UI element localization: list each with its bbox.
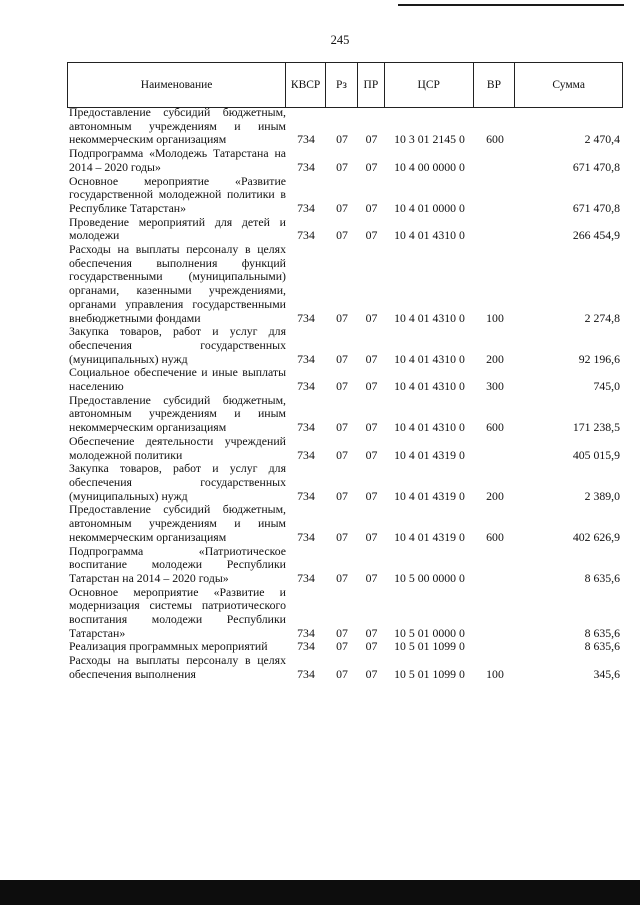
row-sum: 8 635,6 — [584, 625, 620, 640]
row-rz: 07 — [336, 488, 348, 503]
row-sum: 2 274,8 — [584, 310, 620, 325]
table-row — [67, 175, 623, 216]
row-kvsr: 734 — [297, 639, 315, 654]
row-pr: 07 — [365, 529, 378, 544]
row-pr: 07 — [365, 228, 378, 243]
row-kvsr: 734 — [297, 529, 315, 544]
row-csr: 10 4 01 4319 0 — [394, 488, 465, 503]
bottom-scan-band — [0, 880, 640, 905]
row-name: Закупка товаров, работ и услуг для обеспечения государственных (муниципальных) нужд — [69, 461, 286, 503]
row-vr: 600 — [486, 132, 504, 147]
table-row — [67, 147, 623, 174]
header-pr: ПР — [358, 63, 385, 107]
header-sum: Сумма — [552, 79, 585, 91]
row-name: Подпрограмма «Молодежь Татарстана на 2014 – 2020 годы» — [69, 146, 286, 174]
row-rz: 07 — [336, 159, 348, 174]
row-kvsr: 734 — [297, 420, 315, 435]
row-vr: 100 — [486, 310, 504, 325]
row-kvsr: 734 — [297, 447, 315, 462]
row-csr: 10 5 01 1099 0 — [394, 666, 465, 681]
row-rz: 07 — [336, 310, 348, 325]
row-kvsr: 734 — [297, 488, 315, 503]
row-rz: 07 — [336, 625, 348, 640]
row-vr: 200 — [486, 488, 504, 503]
row-name: Предоставление субсидий бюджетным, автономным учреждениям и иным некоммерческим организациям — [69, 502, 286, 544]
row-csr: 10 4 01 4319 0 — [394, 529, 465, 544]
row-pr: 07 — [365, 666, 378, 681]
row-pr: 07 — [365, 570, 378, 585]
table-row — [67, 545, 623, 586]
row-name: Расходы на выплаты персоналу в целях обеспечения выполнения функций государственными (муниципальными) органами, казенными учреждениями, органами управления государственными внебюджетными фондами — [69, 242, 286, 325]
table-row — [67, 640, 623, 654]
row-rz: 07 — [336, 570, 348, 585]
row-sum: 671 470,8 — [572, 200, 620, 215]
row-sum: 345,6 — [593, 666, 620, 681]
row-name: Предоставление субсидий бюджетным, автономным учреждениям и иным некоммерческим организациям — [69, 105, 286, 147]
row-pr: 07 — [365, 200, 378, 215]
row-kvsr: 734 — [297, 310, 315, 325]
row-sum: 671 470,8 — [572, 159, 620, 174]
row-sum: 8 635,6 — [584, 570, 620, 585]
row-csr: 10 4 01 4310 0 — [394, 379, 465, 394]
row-sum: 171 238,5 — [572, 420, 620, 435]
row-kvsr: 734 — [297, 570, 315, 585]
row-name: Реализация программных мероприятий — [69, 639, 268, 654]
row-name: Расходы на выплаты персоналу в целях обеспечения выполнения — [69, 653, 286, 681]
row-rz: 07 — [336, 200, 348, 215]
row-name: Социальное обеспечение и иные выплаты населению — [69, 365, 286, 394]
row-rz: 07 — [336, 132, 348, 147]
row-sum: 2 470,4 — [584, 132, 620, 147]
row-csr: 10 5 00 0000 0 — [394, 570, 465, 585]
table-row — [67, 654, 623, 681]
row-pr: 07 — [365, 420, 378, 435]
table-body — [67, 106, 623, 682]
row-vr: 600 — [486, 529, 504, 544]
row-name: Закупка товаров, работ и услуг для обеспечения государственных (муниципальных) нужд — [69, 324, 286, 366]
row-kvsr: 734 — [297, 379, 315, 394]
row-pr: 07 — [365, 379, 378, 394]
table-row — [67, 586, 623, 641]
header-name: Наименование — [68, 63, 286, 107]
row-csr: 10 4 01 4310 0 — [394, 228, 465, 243]
header-rz: Рз — [326, 63, 358, 107]
row-csr: 10 3 01 2145 0 — [394, 132, 465, 147]
row-pr: 07 — [365, 159, 378, 174]
row-rz: 07 — [336, 379, 348, 394]
row-rz: 07 — [336, 351, 348, 366]
row-pr: 07 — [365, 447, 378, 462]
row-name: Основное мероприятие «Развитие государственной молодежной политики в Республике Татарстан» — [69, 173, 286, 215]
table-row — [67, 503, 623, 544]
header-vr: ВР — [474, 63, 516, 107]
table-row — [67, 394, 623, 435]
row-csr: 10 4 00 0000 0 — [394, 159, 465, 174]
row-pr: 07 — [365, 132, 378, 147]
row-pr: 07 — [365, 351, 378, 366]
top-scan-rule — [398, 4, 624, 6]
row-kvsr: 734 — [297, 666, 315, 681]
row-name: Основное мероприятие «Развитие и модернизация системы патриотического воспитания молодежи Республики Татарстан» — [69, 584, 286, 640]
table-row — [67, 366, 623, 393]
row-csr: 10 4 01 4310 0 — [394, 420, 465, 435]
row-name: Предоставление субсидий бюджетным, автономным учреждениям и иным некоммерческим организациям — [69, 392, 286, 435]
row-csr: 10 4 01 0000 0 — [394, 200, 465, 215]
row-rz: 07 — [336, 447, 348, 462]
header-kvsr: КВСР — [286, 63, 326, 107]
row-sum: 8 635,6 — [584, 639, 620, 654]
row-csr: 10 5 01 0000 0 — [394, 625, 465, 640]
table-row — [67, 216, 623, 243]
row-rz: 07 — [336, 639, 348, 654]
row-vr: 300 — [486, 379, 504, 394]
row-kvsr: 734 — [297, 159, 315, 174]
table-header — [67, 62, 623, 108]
row-kvsr: 734 — [297, 351, 315, 366]
row-kvsr: 734 — [297, 228, 315, 243]
row-pr: 07 — [365, 310, 378, 325]
row-sum: 92 196,6 — [578, 351, 620, 366]
row-vr: 100 — [486, 666, 504, 681]
table-row — [67, 243, 623, 325]
row-csr: 10 5 01 1099 0 — [394, 639, 465, 654]
row-rz: 07 — [336, 228, 348, 243]
row-vr: 600 — [486, 420, 504, 435]
table-row — [67, 435, 623, 462]
row-pr: 07 — [365, 488, 378, 503]
row-csr: 10 4 01 4310 0 — [394, 351, 465, 366]
row-pr: 07 — [365, 639, 378, 654]
row-vr: 200 — [486, 351, 504, 366]
row-pr: 07 — [365, 625, 378, 640]
row-name: Обеспечение деятельности учреждений молодежной политики — [69, 433, 286, 462]
row-rz: 07 — [336, 529, 348, 544]
row-rz: 07 — [336, 420, 348, 435]
row-name: Подпрограмма «Патриотическое воспитание молодежи Республики Татарстан на 2014 – 2020 годы» — [69, 543, 286, 585]
table-row — [67, 106, 623, 147]
row-sum: 745,0 — [593, 379, 620, 394]
row-csr: 10 4 01 4310 0 — [394, 310, 465, 325]
row-sum: 405 015,9 — [572, 447, 620, 462]
row-kvsr: 734 — [297, 200, 315, 215]
row-sum: 2 389,0 — [584, 488, 620, 503]
row-kvsr: 734 — [297, 625, 315, 640]
row-sum: 402 626,9 — [572, 529, 620, 544]
row-kvsr: 734 — [297, 132, 315, 147]
row-sum: 266 454,9 — [572, 228, 620, 243]
table-row — [67, 325, 623, 366]
row-rz: 07 — [336, 666, 348, 681]
row-csr: 10 4 01 4319 0 — [394, 447, 465, 462]
row-name: Проведение мероприятий для детей и молодежи — [69, 214, 286, 243]
table-row — [67, 462, 623, 503]
header-csr: ЦСР — [385, 63, 474, 107]
page-number: 245 — [330, 33, 350, 47]
